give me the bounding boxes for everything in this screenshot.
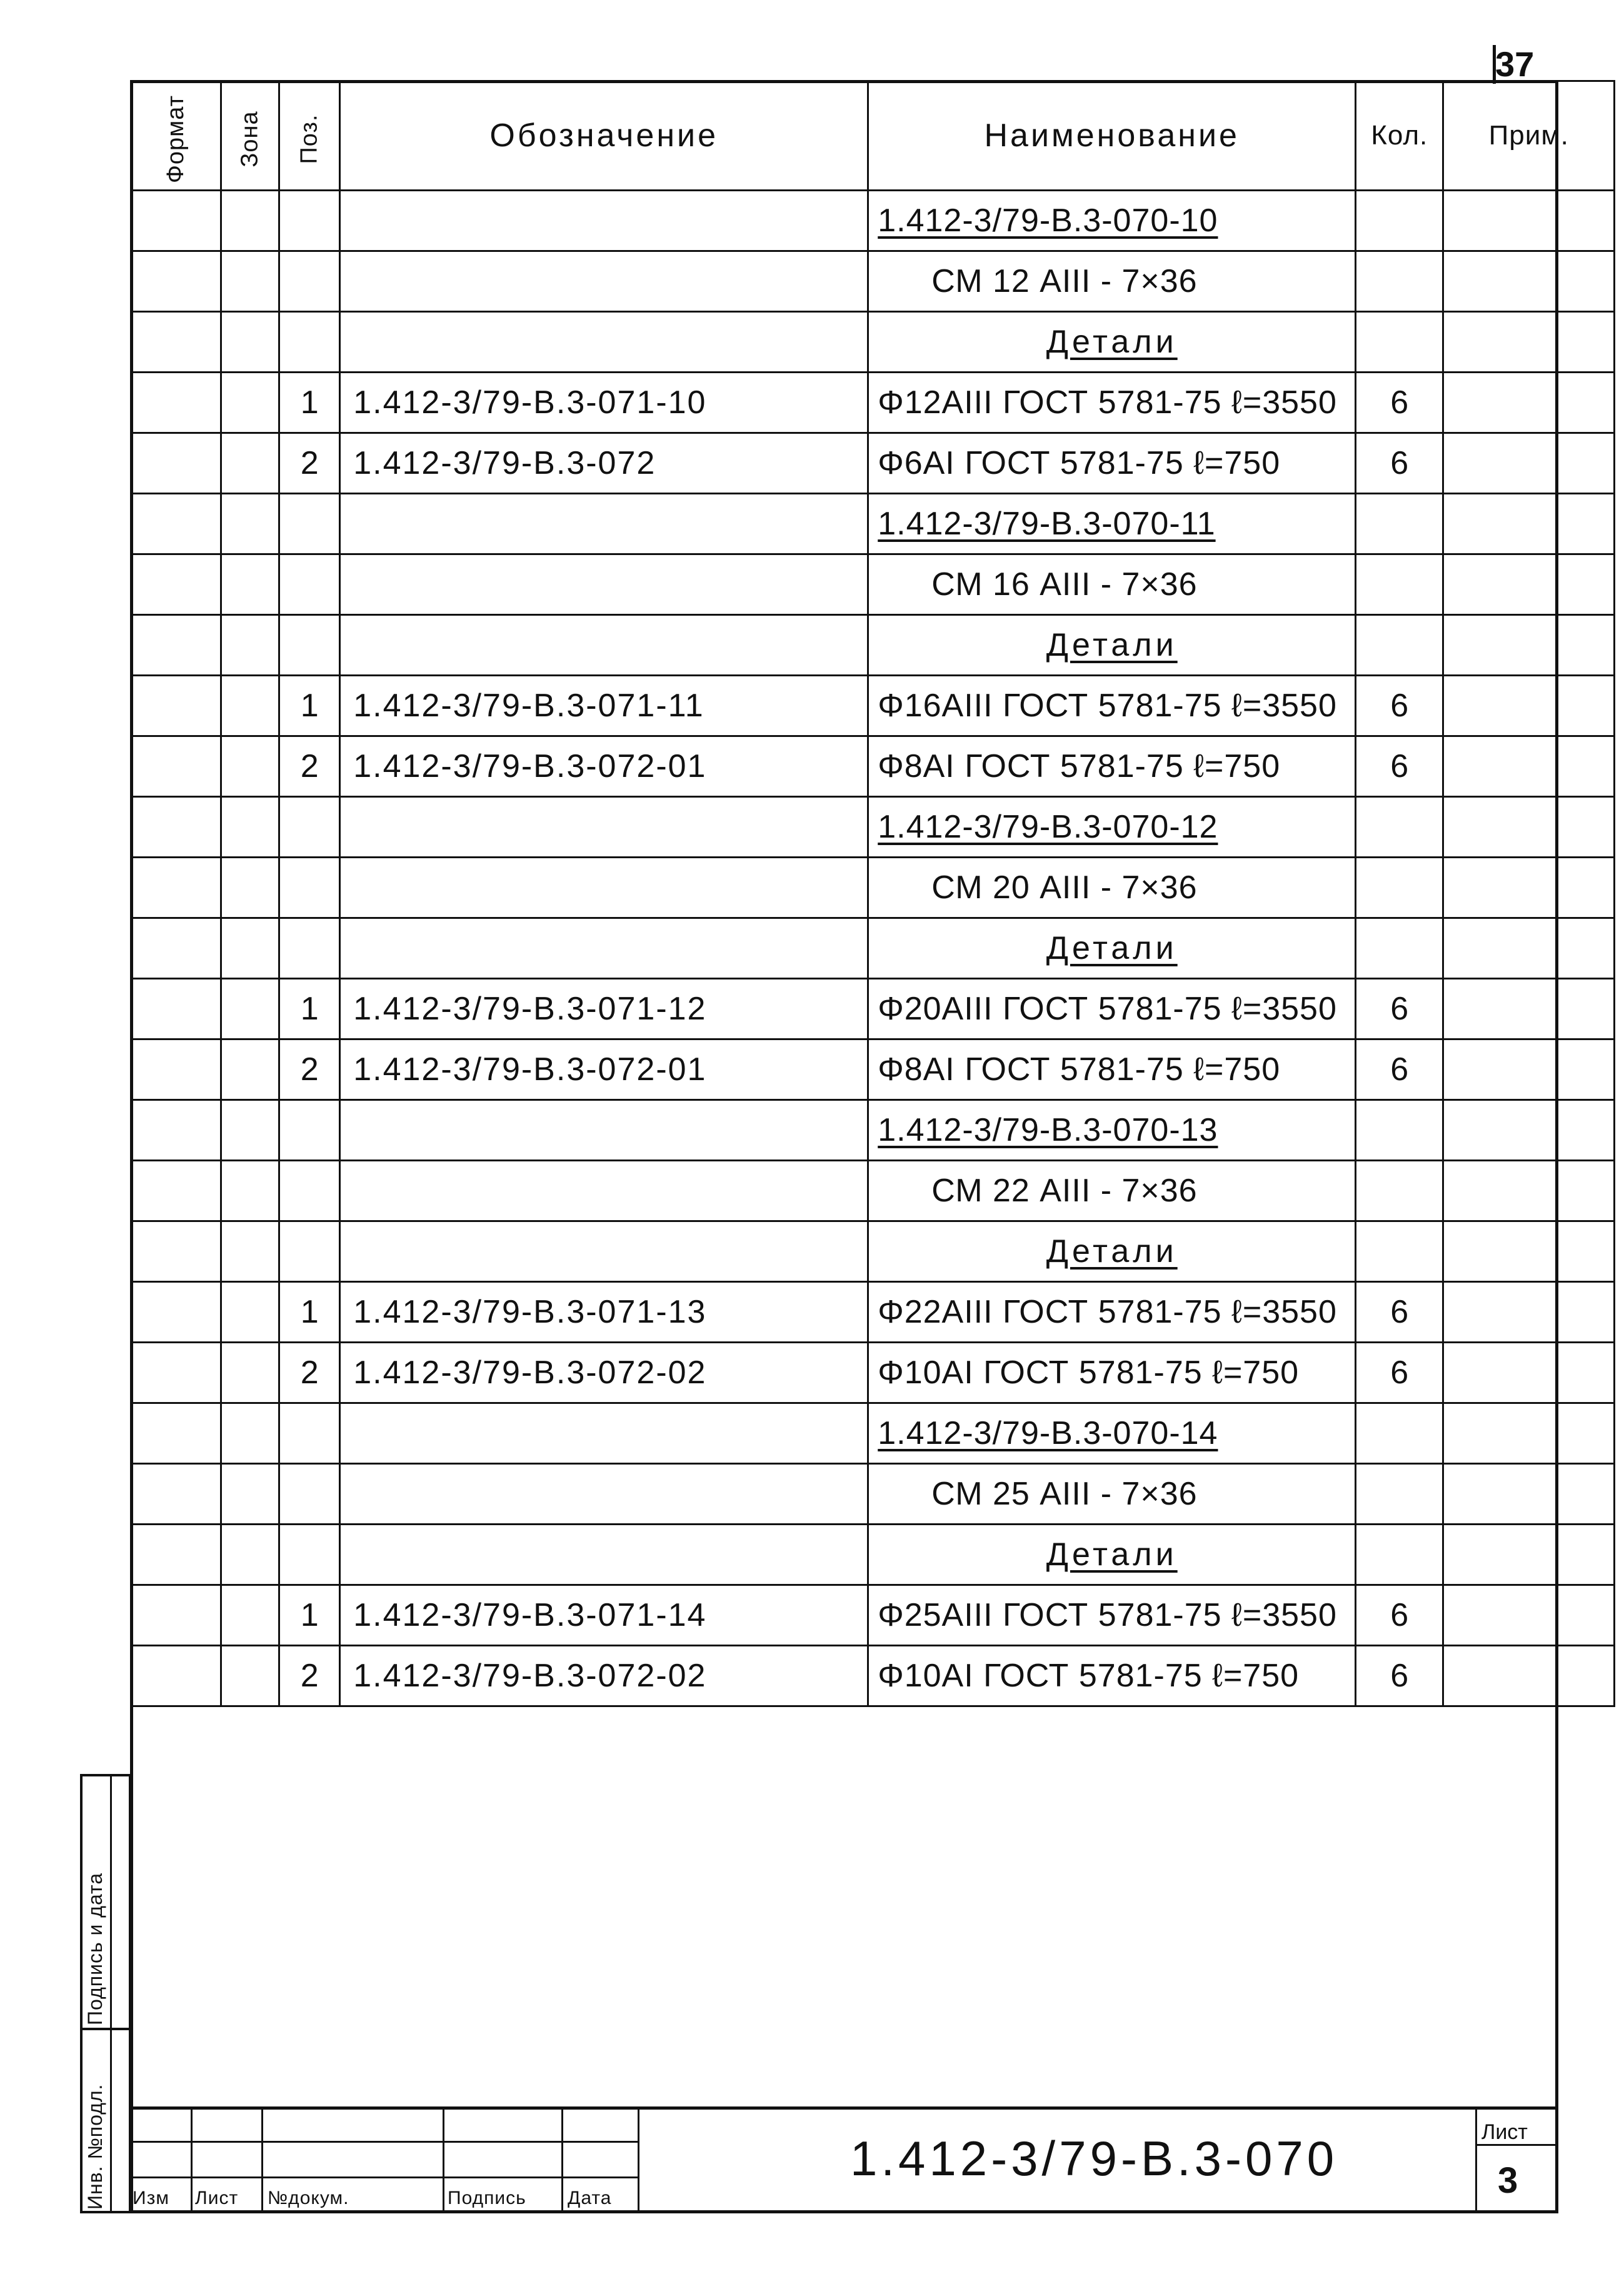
name-cell xyxy=(868,736,1356,797)
designation-cell xyxy=(340,918,868,979)
name-cell xyxy=(868,1646,1356,1706)
table-row xyxy=(131,1161,1615,1221)
table-row xyxy=(131,1039,1615,1100)
item-name: СМ 16 АIII - 7×36 xyxy=(931,566,1198,603)
format-cell xyxy=(131,494,221,554)
name-cell xyxy=(868,554,1356,615)
name-cell xyxy=(868,979,1356,1039)
table-row xyxy=(131,1221,1615,1282)
position-cell xyxy=(279,1100,340,1161)
position-cell: 1 xyxy=(279,373,340,433)
item-name: Φ10АI ГОСТ 5781-75 ℓ=750 xyxy=(878,1355,1300,1391)
designation-cell: 1.412-3/79-В.3-071-10 xyxy=(340,373,868,433)
table-row xyxy=(131,1100,1615,1161)
format-cell xyxy=(131,1646,221,1706)
note-cell xyxy=(1443,1585,1615,1646)
designation-cell xyxy=(340,797,868,858)
table-row xyxy=(131,191,1615,251)
title-block-col-line xyxy=(191,2106,193,2213)
position-cell xyxy=(279,1221,340,1282)
position-cell xyxy=(279,251,340,312)
note-cell xyxy=(1443,1221,1615,1282)
name-cell xyxy=(868,1282,1356,1343)
designation-cell: 1.412-3/79-В.3-071-13 xyxy=(340,1282,868,1343)
table-row xyxy=(131,312,1615,373)
format-cell xyxy=(131,191,221,251)
quantity-cell xyxy=(1356,312,1443,373)
quantity-cell: 6 xyxy=(1356,676,1443,736)
designation-cell: 1.412-3/79-В.3-071-12 xyxy=(340,979,868,1039)
position-cell: 1 xyxy=(279,979,340,1039)
name-cell xyxy=(868,1525,1356,1585)
format-cell xyxy=(131,1525,221,1585)
zone-cell xyxy=(221,191,279,251)
title-block-top-line xyxy=(130,2106,1558,2110)
note-cell xyxy=(1443,1646,1615,1706)
item-name: Φ25АIII ГОСТ 5781-75 ℓ=3550 xyxy=(878,1597,1337,1633)
zone-cell xyxy=(221,736,279,797)
format-cell xyxy=(131,797,221,858)
format-cell xyxy=(131,858,221,918)
format-cell xyxy=(131,1221,221,1282)
note-cell xyxy=(1443,615,1615,676)
title-block-sheet-number: 3 xyxy=(1498,2160,1518,2201)
position-cell: 1 xyxy=(279,1585,340,1646)
title-block-doc-no-label: №докум. xyxy=(268,2188,349,2208)
item-name: СМ 20 АIII - 7×36 xyxy=(931,869,1198,906)
table-row xyxy=(131,979,1615,1039)
note-cell xyxy=(1443,1464,1615,1525)
item-name: Φ10АI ГОСТ 5781-75 ℓ=750 xyxy=(878,1658,1300,1694)
zone-cell xyxy=(221,1464,279,1525)
note-cell xyxy=(1443,373,1615,433)
table-row xyxy=(131,251,1615,312)
header-quantity: Кол. xyxy=(1356,81,1443,191)
note-cell xyxy=(1443,979,1615,1039)
format-cell xyxy=(131,615,221,676)
name-cell xyxy=(868,1100,1356,1161)
designation-cell xyxy=(340,554,868,615)
designation-cell: 1.412-3/79-В.3-072-02 xyxy=(340,1343,868,1403)
position-cell xyxy=(279,615,340,676)
title-block-col-line xyxy=(638,2106,639,2213)
zone-cell xyxy=(221,676,279,736)
position-cell xyxy=(279,858,340,918)
zone-cell xyxy=(221,1585,279,1646)
position-cell: 2 xyxy=(279,736,340,797)
zone-cell xyxy=(221,373,279,433)
quantity-cell xyxy=(1356,1525,1443,1585)
header-position: Поз. xyxy=(279,81,340,191)
format-cell xyxy=(131,1039,221,1100)
table-row xyxy=(131,1403,1615,1464)
zone-cell xyxy=(221,858,279,918)
designation-cell xyxy=(340,1403,868,1464)
zone-cell xyxy=(221,1282,279,1343)
zone-cell xyxy=(221,1161,279,1221)
table-row xyxy=(131,615,1615,676)
title-block-col-line xyxy=(561,2106,563,2213)
name-cell xyxy=(868,494,1356,554)
table-row xyxy=(131,1585,1615,1646)
quantity-cell xyxy=(1356,494,1443,554)
item-name: СМ 22 АIII - 7×36 xyxy=(931,1173,1198,1209)
section-heading: Детали xyxy=(1046,627,1178,663)
quantity-cell xyxy=(1356,1161,1443,1221)
note-cell xyxy=(1443,554,1615,615)
quantity-cell xyxy=(1356,191,1443,251)
name-cell xyxy=(868,312,1356,373)
zone-cell xyxy=(221,797,279,858)
note-cell xyxy=(1443,1525,1615,1585)
position-cell xyxy=(279,191,340,251)
quantity-cell: 6 xyxy=(1356,736,1443,797)
name-cell xyxy=(868,1161,1356,1221)
table-row xyxy=(131,918,1615,979)
format-cell xyxy=(131,433,221,494)
item-name: СМ 12 АIII - 7×36 xyxy=(931,263,1198,299)
position-cell xyxy=(279,1525,340,1585)
format-cell xyxy=(131,736,221,797)
table-row xyxy=(131,797,1615,858)
section-heading: Детали xyxy=(1046,930,1178,966)
position-cell xyxy=(279,494,340,554)
position-cell: 2 xyxy=(279,433,340,494)
designation-cell xyxy=(340,1221,868,1282)
table-row xyxy=(131,1464,1615,1525)
quantity-cell xyxy=(1356,615,1443,676)
name-cell xyxy=(868,1464,1356,1525)
designation-cell: 1.412-3/79-В.3-072-01 xyxy=(340,1039,868,1100)
position-cell: 2 xyxy=(279,1039,340,1100)
format-cell xyxy=(131,312,221,373)
document-code: 1.412-3/79-В.3-070 xyxy=(850,2131,1338,2186)
quantity-cell xyxy=(1356,1221,1443,1282)
header-designation: Обозначение xyxy=(340,81,868,191)
name-cell xyxy=(868,1403,1356,1464)
designation-cell xyxy=(340,1161,868,1221)
name-cell xyxy=(868,858,1356,918)
quantity-cell xyxy=(1356,797,1443,858)
zone-cell xyxy=(221,251,279,312)
note-cell xyxy=(1443,312,1615,373)
side-stamp-sign-date-label: Подпись и дата xyxy=(84,1872,106,2025)
section-heading: Детали xyxy=(1046,1233,1178,1270)
table-row xyxy=(131,1282,1615,1343)
assembly-code: 1.412-3/79-В.3-070-12 xyxy=(878,809,1218,845)
note-cell xyxy=(1443,191,1615,251)
zone-cell xyxy=(221,918,279,979)
name-cell xyxy=(868,191,1356,251)
zone-cell xyxy=(221,979,279,1039)
quantity-cell: 6 xyxy=(1356,1646,1443,1706)
designation-cell xyxy=(340,858,868,918)
name-cell xyxy=(868,797,1356,858)
quantity-cell: 6 xyxy=(1356,433,1443,494)
note-cell xyxy=(1443,918,1615,979)
designation-cell: 1.412-3/79-В.3-071-14 xyxy=(340,1585,868,1646)
designation-cell xyxy=(340,191,868,251)
format-cell xyxy=(131,676,221,736)
table-row xyxy=(131,494,1615,554)
title-block-col-line xyxy=(1475,2106,1477,2213)
item-name: Φ6АI ГОСТ 5781-75 ℓ=750 xyxy=(878,445,1281,481)
quantity-cell xyxy=(1356,918,1443,979)
note-cell xyxy=(1443,251,1615,312)
quantity-cell xyxy=(1356,251,1443,312)
position-cell xyxy=(279,918,340,979)
position-cell: 2 xyxy=(279,1343,340,1403)
assembly-code: 1.412-3/79-В.3-070-10 xyxy=(878,203,1218,239)
zone-cell xyxy=(221,615,279,676)
name-cell xyxy=(868,251,1356,312)
zone-cell xyxy=(221,1646,279,1706)
table-row xyxy=(131,736,1615,797)
name-cell xyxy=(868,1585,1356,1646)
format-cell xyxy=(131,1464,221,1525)
designation-cell: 1.412-3/79-В.3-072-02 xyxy=(340,1646,868,1706)
zone-cell xyxy=(221,494,279,554)
note-cell xyxy=(1443,1343,1615,1403)
quantity-cell xyxy=(1356,1100,1443,1161)
assembly-code: 1.412-3/79-В.3-070-11 xyxy=(878,506,1216,542)
item-name: Φ22АIII ГОСТ 5781-75 ℓ=3550 xyxy=(878,1294,1337,1330)
format-cell xyxy=(131,1100,221,1161)
quantity-cell xyxy=(1356,554,1443,615)
header-zone: Зона xyxy=(221,81,279,191)
title-block-col-line xyxy=(261,2106,263,2213)
header-note: Прим. xyxy=(1443,81,1615,191)
side-stamp-divider xyxy=(110,1774,112,2213)
note-cell xyxy=(1443,797,1615,858)
note-cell xyxy=(1443,1100,1615,1161)
position-cell xyxy=(279,312,340,373)
name-cell xyxy=(868,1221,1356,1282)
section-heading: Детали xyxy=(1046,1536,1178,1573)
note-cell xyxy=(1443,494,1615,554)
zone-cell xyxy=(221,433,279,494)
zone-cell xyxy=(221,312,279,373)
quantity-cell: 6 xyxy=(1356,1585,1443,1646)
format-cell xyxy=(131,979,221,1039)
format-cell xyxy=(131,1282,221,1343)
position-cell xyxy=(279,1403,340,1464)
table-row xyxy=(131,1525,1615,1585)
table-row xyxy=(131,1343,1615,1403)
designation-cell: 1.412-3/79-В.3-072 xyxy=(340,433,868,494)
item-name: Φ12АIII ГОСТ 5781-75 ℓ=3550 xyxy=(878,384,1337,421)
zone-cell xyxy=(221,1100,279,1161)
name-cell xyxy=(868,1343,1356,1403)
title-block-izm-label: Изм xyxy=(133,2188,169,2208)
format-cell xyxy=(131,1585,221,1646)
item-name: Φ16АIII ГОСТ 5781-75 ℓ=3550 xyxy=(878,688,1337,724)
format-cell xyxy=(131,1343,221,1403)
format-cell xyxy=(131,251,221,312)
table-row xyxy=(131,554,1615,615)
note-cell xyxy=(1443,433,1615,494)
item-name: СМ 25 АIII - 7×36 xyxy=(931,1476,1198,1512)
quantity-cell: 6 xyxy=(1356,1343,1443,1403)
assembly-code: 1.412-3/79-В.3-070-14 xyxy=(878,1415,1218,1451)
position-cell xyxy=(279,1161,340,1221)
note-cell xyxy=(1443,676,1615,736)
table-row xyxy=(131,433,1615,494)
note-cell xyxy=(1443,736,1615,797)
format-cell xyxy=(131,1161,221,1221)
quantity-cell: 6 xyxy=(1356,373,1443,433)
name-cell xyxy=(868,433,1356,494)
note-cell xyxy=(1443,858,1615,918)
title-block-date-label: Дата xyxy=(568,2188,612,2208)
designation-cell xyxy=(340,494,868,554)
section-heading: Детали xyxy=(1046,324,1178,360)
designation-cell: 1.412-3/79-В.3-072-01 xyxy=(340,736,868,797)
quantity-cell xyxy=(1356,1403,1443,1464)
item-name: Φ20АIII ГОСТ 5781-75 ℓ=3550 xyxy=(878,991,1337,1027)
note-cell xyxy=(1443,1403,1615,1464)
zone-cell xyxy=(221,1221,279,1282)
format-cell xyxy=(131,373,221,433)
title-block-signature-label: Подпись xyxy=(448,2188,526,2208)
table-row xyxy=(131,373,1615,433)
position-cell: 1 xyxy=(279,676,340,736)
specification-table xyxy=(130,80,1615,1707)
quantity-cell: 6 xyxy=(1356,979,1443,1039)
page-number: 37 xyxy=(1495,44,1535,84)
name-cell xyxy=(868,615,1356,676)
position-cell xyxy=(279,554,340,615)
note-cell xyxy=(1443,1161,1615,1221)
zone-cell xyxy=(221,1343,279,1403)
table-row xyxy=(131,676,1615,736)
designation-cell xyxy=(340,1525,868,1585)
zone-cell xyxy=(221,1525,279,1585)
designation-cell xyxy=(340,251,868,312)
assembly-code: 1.412-3/79-В.3-070-13 xyxy=(878,1112,1218,1148)
position-cell xyxy=(279,1464,340,1525)
name-cell xyxy=(868,373,1356,433)
table-header-row xyxy=(131,81,1615,191)
table-row xyxy=(131,1646,1615,1706)
quantity-cell: 6 xyxy=(1356,1282,1443,1343)
designation-cell xyxy=(340,1100,868,1161)
quantity-cell xyxy=(1356,858,1443,918)
name-cell xyxy=(868,918,1356,979)
table-row xyxy=(131,858,1615,918)
name-cell xyxy=(868,1039,1356,1100)
designation-cell xyxy=(340,312,868,373)
designation-cell xyxy=(340,615,868,676)
item-name: Φ8АI ГОСТ 5781-75 ℓ=750 xyxy=(878,748,1281,784)
quantity-cell xyxy=(1356,1464,1443,1525)
header-format: Формат xyxy=(131,81,221,191)
header-name: Наименование xyxy=(868,81,1356,191)
designation-cell xyxy=(340,1464,868,1525)
quantity-cell: 6 xyxy=(1356,1039,1443,1100)
title-block-list-label: Лист xyxy=(195,2188,239,2208)
zone-cell xyxy=(221,1039,279,1100)
format-cell xyxy=(131,554,221,615)
format-cell xyxy=(131,1403,221,1464)
item-name: Φ8АI ГОСТ 5781-75 ℓ=750 xyxy=(878,1051,1281,1088)
position-cell: 2 xyxy=(279,1646,340,1706)
note-cell xyxy=(1443,1039,1615,1100)
title-block-sheet-label: Лист xyxy=(1481,2120,1528,2144)
designation-cell: 1.412-3/79-В.3-071-11 xyxy=(340,676,868,736)
side-stamp-inv-no-label: Инв. №подл. xyxy=(84,2083,106,2210)
title-block-col-line xyxy=(443,2106,444,2213)
zone-cell xyxy=(221,554,279,615)
position-cell xyxy=(279,797,340,858)
format-cell xyxy=(131,918,221,979)
zone-cell xyxy=(221,1403,279,1464)
note-cell xyxy=(1443,1282,1615,1343)
name-cell xyxy=(868,676,1356,736)
position-cell: 1 xyxy=(279,1282,340,1343)
